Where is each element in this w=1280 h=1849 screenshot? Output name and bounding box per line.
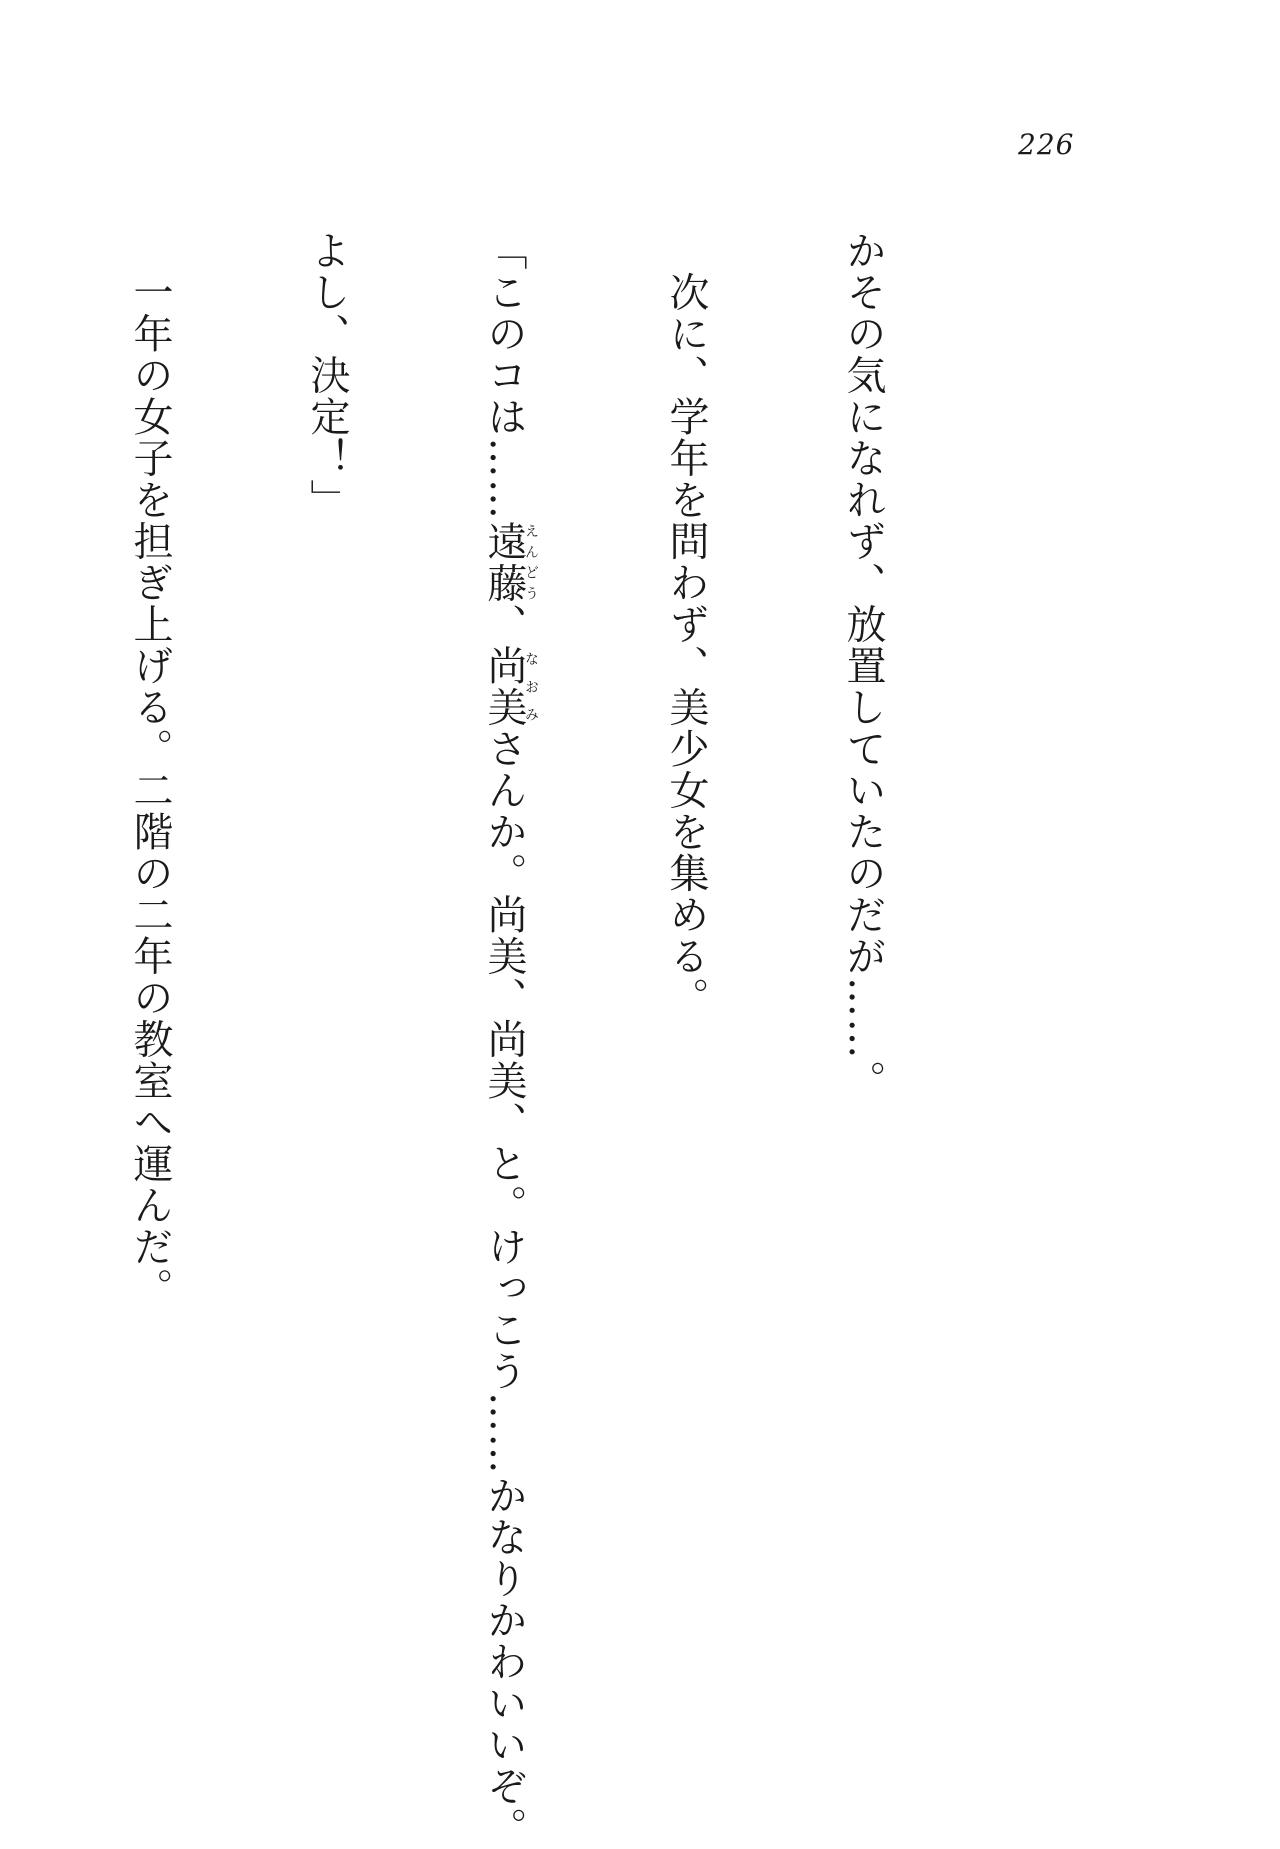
body-text [0, 230, 1010, 1849]
text-line: 次に、学年を問わず、美少女を集める。 [663, 230, 709, 1019]
text-line: 一年の女子を担ぎ上げる。二階の二年の教室へ運んだ。 [127, 230, 173, 1309]
page-number: 226 [1018, 128, 1075, 161]
ruby-naomi: 尚美なおみ [481, 645, 539, 728]
text-line: よし、決定！」 [304, 230, 350, 521]
text-line [0, 230, 2, 1570]
text-line: かその気になれず、放置していたのだが……。 [840, 230, 886, 1102]
text-line-with-ruby: 「このコは……遠藤えんどう、尚美なおみさんか。尚美、尚美、と。けっこう……かなりかわいいぞ。 [481, 230, 539, 1849]
ruby-endou: 遠藤えんどう [481, 520, 539, 604]
